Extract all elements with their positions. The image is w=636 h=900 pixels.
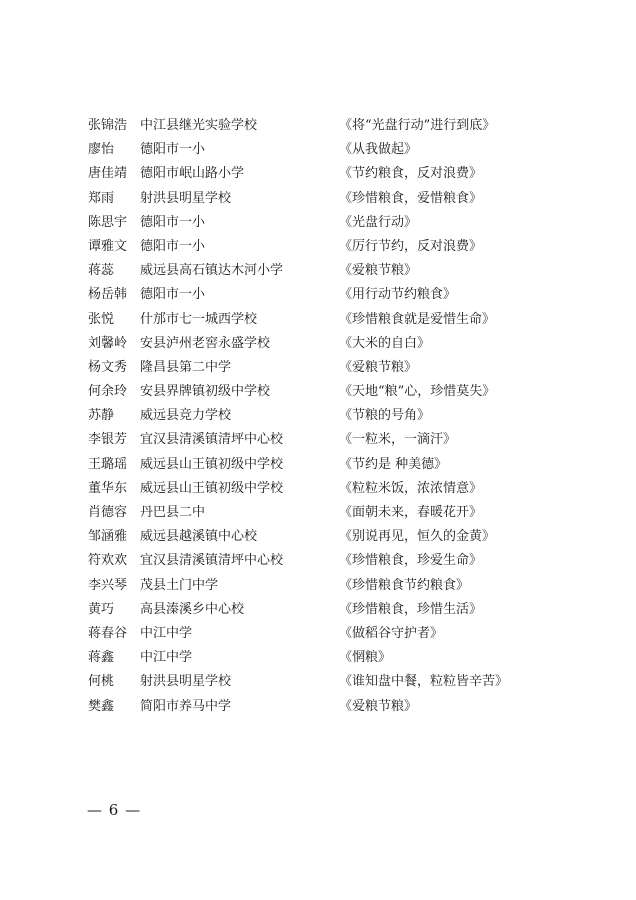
school-name: 安县泸州老窖永盛学校 <box>140 335 271 351</box>
list-item <box>0 404 636 428</box>
work-title: 《面朝未来，春暖花开》 <box>339 505 483 520</box>
work-title: 《珍惜粮食就是爱惜生命》 <box>339 311 496 327</box>
list-item <box>0 477 636 501</box>
work-title: 《粒粒米饭，浓浓情意》 <box>339 480 483 496</box>
student-name: 苏静 <box>88 408 115 424</box>
student-name: 蒋鑫 <box>88 650 115 666</box>
list-item <box>0 525 636 549</box>
list-item <box>0 114 636 138</box>
student-name: 蒋春谷 <box>88 625 128 641</box>
student-name: 唐佳靖 <box>88 166 128 182</box>
student-name: 何余玲 <box>88 384 128 400</box>
school-name: 威远县山王镇初级中学校 <box>140 456 284 472</box>
list-item <box>0 211 636 235</box>
student-name: 杨岳韩 <box>88 287 128 303</box>
award-list <box>0 114 636 719</box>
student-name: 陈思宇 <box>88 214 128 230</box>
work-title: 《珍惜粮食，爱惜粮食》 <box>339 190 483 206</box>
school-name: 德阳市岷山路小学 <box>140 166 245 182</box>
work-title: 《爱粮节粮》 <box>339 698 418 714</box>
school-name: 中江县继光实验学校 <box>140 118 258 133</box>
list-item <box>0 646 636 670</box>
school-name: 威远县越溪镇中心校 <box>140 529 258 545</box>
work-title: 《将“光盘行动”进行到底》 <box>339 118 496 133</box>
work-title: 《从我做起》 <box>339 142 418 158</box>
work-title: 《大米的自白》 <box>339 335 431 351</box>
work-title: 《谁知盘中餐，粒粒皆辛苦》 <box>339 674 509 690</box>
school-name: 德阳市一小 <box>140 214 206 230</box>
school-name: 射洪县明星学校 <box>140 674 232 690</box>
work-title: 《节粮的号角》 <box>339 408 431 424</box>
list-item <box>0 574 636 598</box>
list-item <box>0 670 636 694</box>
page-number: — 6 — <box>87 801 142 819</box>
list-item <box>0 308 636 332</box>
list-item <box>0 380 636 404</box>
student-name: 肖德容 <box>88 505 128 520</box>
school-name: 安县界牌镇初级中学校 <box>140 384 271 400</box>
student-name: 何桃 <box>88 674 115 690</box>
school-name: 隆昌县第二中学 <box>140 359 232 375</box>
student-name: 李兴琴 <box>88 577 128 593</box>
school-name: 什邡市七一城西学校 <box>140 311 258 327</box>
school-name: 丹巴县二中 <box>140 505 206 520</box>
school-name: 高县溱溪乡中心校 <box>140 601 245 617</box>
list-item <box>0 695 636 719</box>
work-title: 《用行动节约粮食》 <box>339 287 457 303</box>
student-name: 谭雅文 <box>88 238 128 254</box>
school-name: 茂县土门中学 <box>140 577 219 593</box>
work-title: 《厉行节约，反对浪费》 <box>339 238 483 254</box>
work-title: 《节约粮食，反对浪费》 <box>339 166 483 182</box>
school-name: 中江中学 <box>140 625 193 641</box>
student-name: 蒋蕊 <box>88 263 115 279</box>
list-item <box>0 162 636 186</box>
school-name: 中江中学 <box>140 650 193 666</box>
school-name: 宜汉县清溪镇清坪中心校 <box>140 432 284 448</box>
student-name: 郑雨 <box>88 190 115 206</box>
list-item <box>0 549 636 573</box>
work-title: 《做稻谷守护者》 <box>339 625 444 641</box>
student-name: 符欢欢 <box>88 553 128 569</box>
student-name: 黄巧 <box>88 601 115 617</box>
work-title: 《一粒米，一滴汗》 <box>339 432 457 448</box>
school-name: 威远县山王镇初级中学校 <box>140 480 284 496</box>
school-name: 德阳市一小 <box>140 142 206 158</box>
list-item <box>0 356 636 380</box>
work-title: 《惘粮》 <box>339 650 392 666</box>
list-item <box>0 501 636 525</box>
student-name: 张锦浩 <box>88 118 128 133</box>
list-item <box>0 138 636 162</box>
school-name: 德阳市一小 <box>140 238 206 254</box>
list-item <box>0 428 636 452</box>
work-title: 《节约是 种美德》 <box>339 456 448 472</box>
work-title: 《光盘行动》 <box>339 214 418 230</box>
student-name: 廖怡 <box>88 142 115 158</box>
student-name: 董华东 <box>88 480 128 496</box>
school-name: 威远县竞力学校 <box>140 408 232 424</box>
list-item <box>0 259 636 283</box>
student-name: 王璐瑶 <box>88 456 128 472</box>
work-title: 《珍惜粮食，珍惜生活》 <box>339 601 483 617</box>
work-title: 《珍惜粮食，珍爱生命》 <box>339 553 483 569</box>
school-name: 简阳市养马中学 <box>140 698 232 714</box>
list-item <box>0 598 636 622</box>
student-name: 张悦 <box>88 311 115 327</box>
work-title: 《天地“粮”心，珍惜莫失》 <box>339 384 496 400</box>
student-name: 李银芳 <box>88 432 128 448</box>
work-title: 《别说再见，恒久的金黄》 <box>339 529 496 545</box>
school-name: 威远县高石镇达木河小学 <box>140 263 284 279</box>
school-name: 射洪县明星学校 <box>140 190 232 206</box>
list-item <box>0 332 636 356</box>
student-name: 邹涵雅 <box>88 529 128 545</box>
list-item <box>0 622 636 646</box>
list-item <box>0 235 636 259</box>
student-name: 刘馨岭 <box>88 335 128 351</box>
work-title: 《珍惜粮食节约粮食》 <box>339 577 470 593</box>
list-item <box>0 187 636 211</box>
student-name: 樊鑫 <box>88 698 115 714</box>
work-title: 《爱粮节粮》 <box>339 263 418 279</box>
list-item <box>0 283 636 307</box>
work-title: 《爱粮节粮》 <box>339 359 418 375</box>
school-name: 德阳市一小 <box>140 287 206 303</box>
school-name: 宜汉县清溪镇清坪中心校 <box>140 553 284 569</box>
list-item <box>0 453 636 477</box>
student-name: 杨文秀 <box>88 359 128 375</box>
